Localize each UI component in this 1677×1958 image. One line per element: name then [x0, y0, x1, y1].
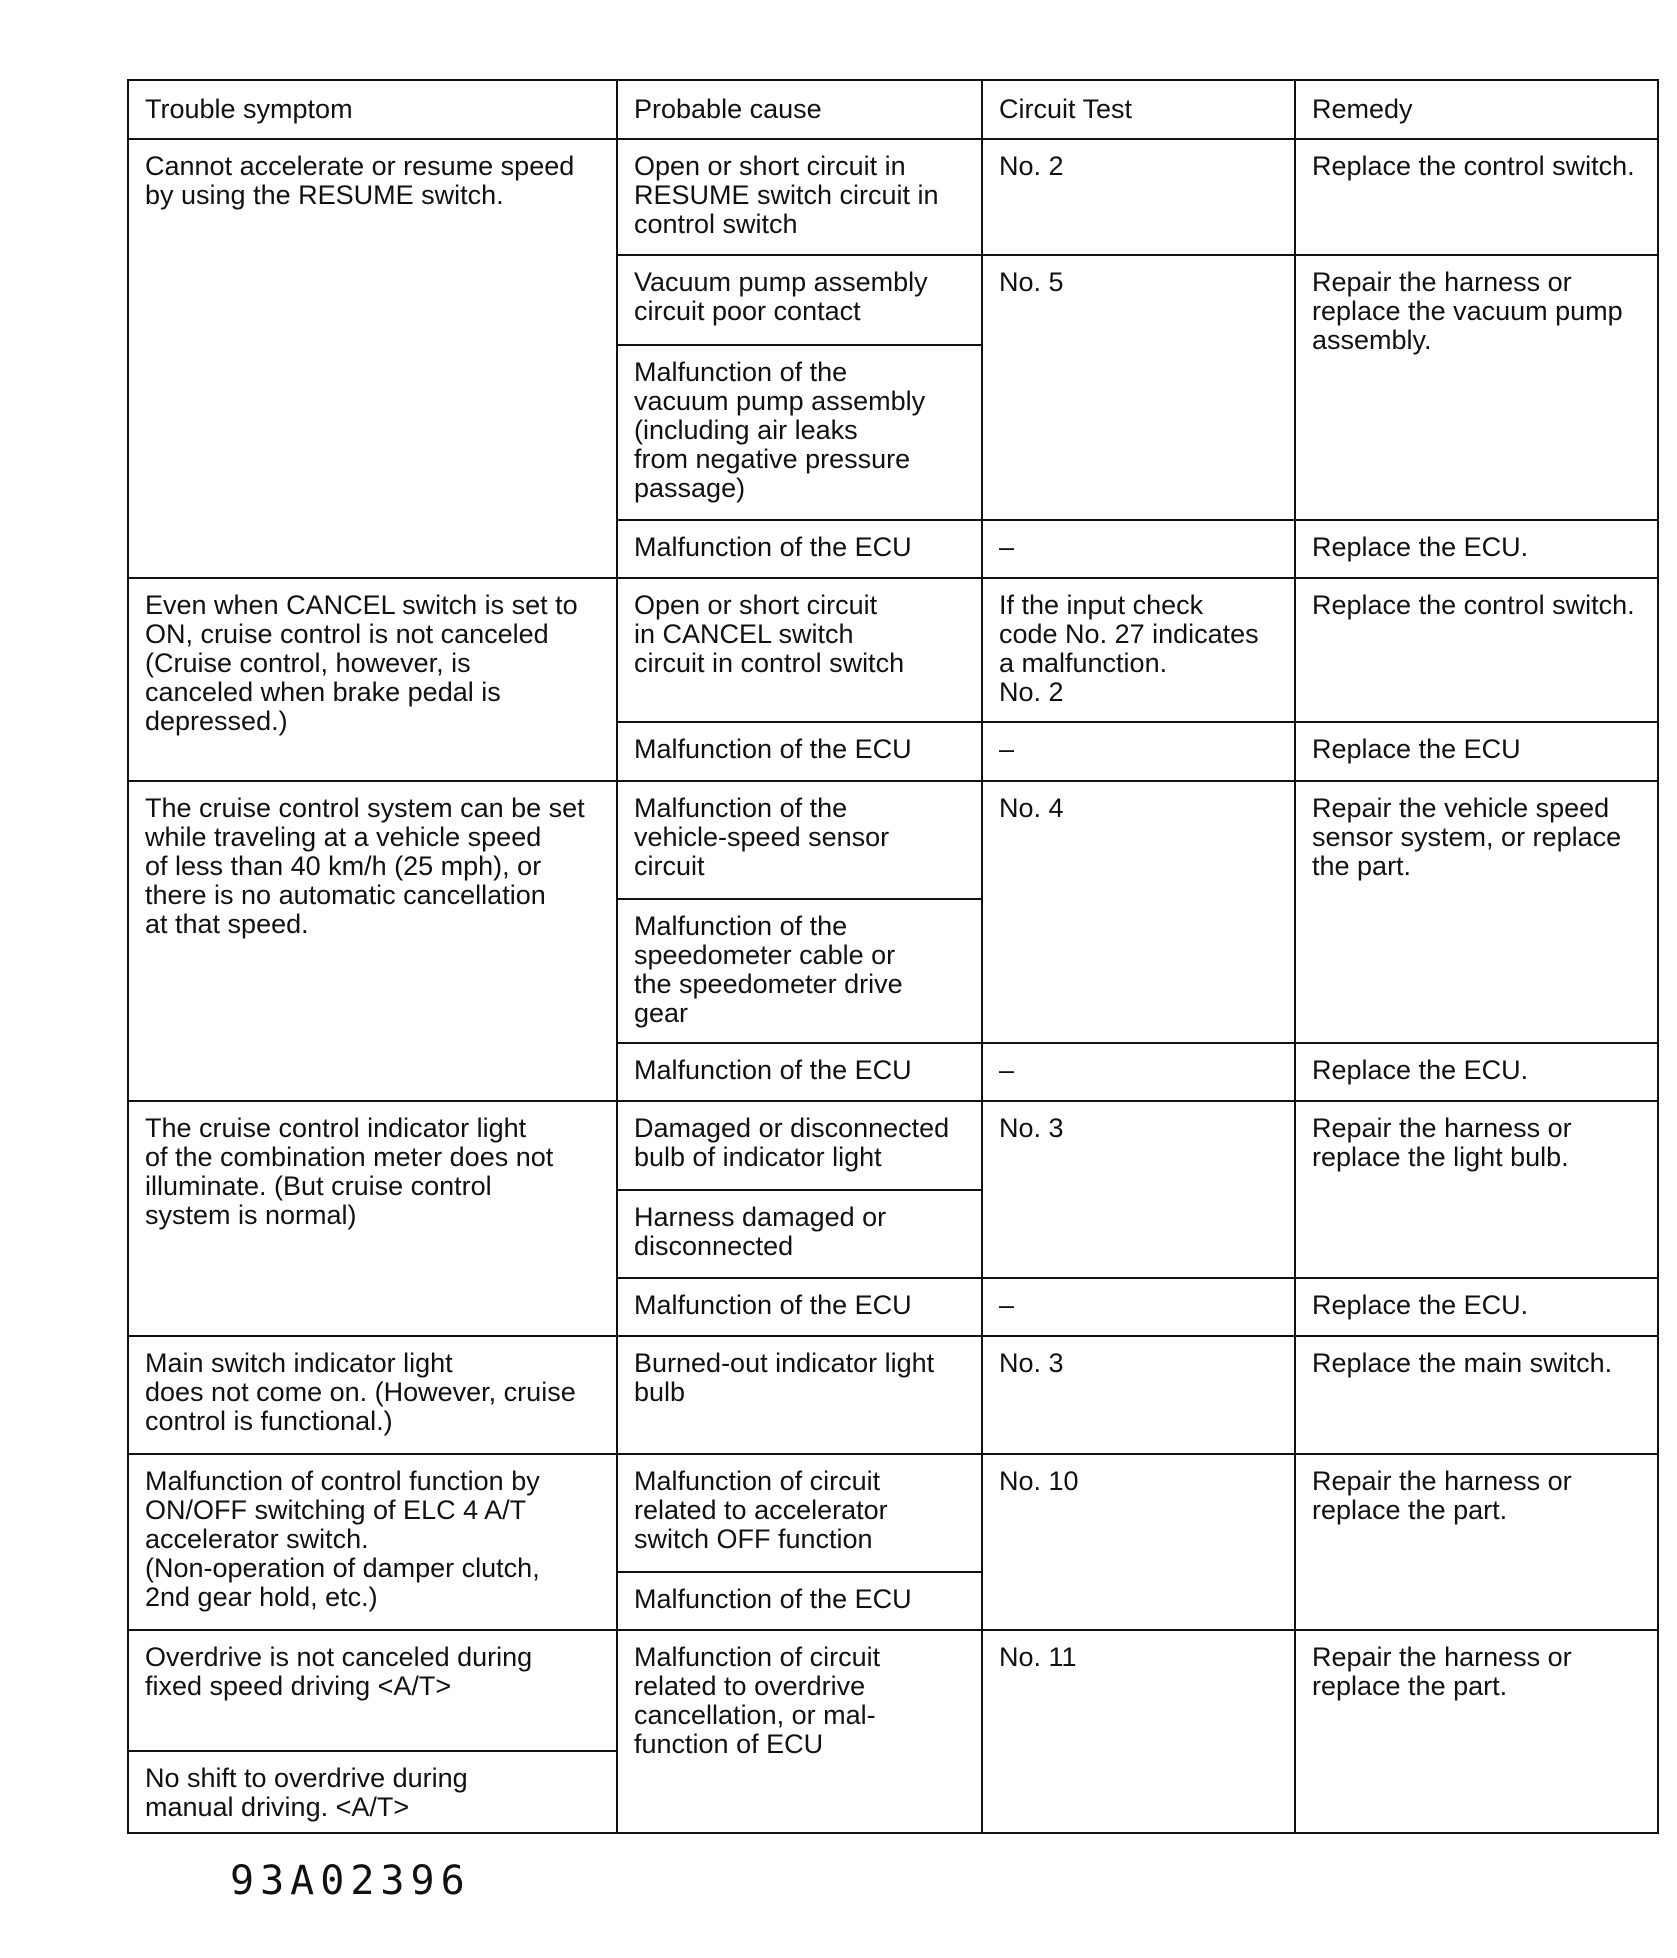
- header-circuit-test: Circuit Test: [982, 80, 1295, 139]
- remedy-cell: Repair the harness or replace the vacuum pump assembly.: [1295, 255, 1658, 520]
- circuit-test-cell: No. 3: [982, 1101, 1295, 1278]
- header-trouble-symptom: Trouble symptom: [128, 80, 617, 139]
- cause-cell: Malfunction of the ECU: [617, 1572, 982, 1630]
- cause-cell: Malfunction of circuit related to overdrive cancellation, or mal- function of ECU: [617, 1630, 982, 1833]
- remedy-cell: Replace the control switch.: [1295, 139, 1658, 255]
- cause-cell: Malfunction of the vacuum pump assembly (including air leaks from negative pressure passage): [617, 345, 982, 520]
- header-probable-cause: Probable cause: [617, 80, 982, 139]
- table-row: [128, 139, 1658, 255]
- cause-cell: Malfunction of the ECU: [617, 520, 982, 578]
- table-row: [128, 1454, 1658, 1572]
- cause-cell: Harness damaged or disconnected: [617, 1190, 982, 1278]
- symptom-cell: Main switch indicator light does not come on. (However, cruise control is functional.): [128, 1336, 617, 1454]
- header-row: [128, 80, 1658, 139]
- table-row: [128, 781, 1658, 899]
- remedy-cell: Replace the ECU.: [1295, 520, 1658, 578]
- symptom-cell: Cannot accelerate or resume speed by using the RESUME switch.: [128, 139, 617, 578]
- circuit-test-cell: –: [982, 722, 1295, 781]
- circuit-test-cell: No. 10: [982, 1454, 1295, 1630]
- circuit-test-cell: –: [982, 520, 1295, 578]
- remedy-cell: Repair the harness or replace the light bulb.: [1295, 1101, 1658, 1278]
- troubleshooting-table: [127, 79, 1659, 1834]
- figure-code: 93A02396: [230, 1858, 471, 1904]
- remedy-cell: Replace the main switch.: [1295, 1336, 1658, 1454]
- circuit-test-cell: No. 3: [982, 1336, 1295, 1454]
- remedy-cell: Replace the ECU.: [1295, 1278, 1658, 1336]
- cause-cell: Malfunction of the ECU: [617, 1043, 982, 1101]
- symptom-cell: Malfunction of control function by ON/OFF switching of ELC 4 A/T accelerator switch. (Non-operation of damper clutch, 2nd gear hold, etc.): [128, 1454, 617, 1630]
- cause-cell: Open or short circuit in RESUME switch circuit in control switch: [617, 139, 982, 255]
- symptom-cell: The cruise control system can be set while traveling at a vehicle speed of less than 40 km/h (25 mph), or there is no automatic cancellation at that speed.: [128, 781, 617, 1101]
- table-row: [128, 1101, 1658, 1190]
- remedy-cell: Replace the ECU: [1295, 722, 1658, 781]
- cause-cell: Damaged or disconnected bulb of indicator light: [617, 1101, 982, 1190]
- symptom-cell: Overdrive is not canceled during fixed speed driving <A/T>: [128, 1630, 617, 1751]
- symptom-cell: Even when CANCEL switch is set to ON, cruise control is not canceled (Cruise control, however, is canceled when brake pedal is depressed.): [128, 578, 617, 781]
- circuit-test-cell: No. 5: [982, 255, 1295, 520]
- remedy-cell: Repair the harness or replace the part.: [1295, 1454, 1658, 1630]
- symptom-cell: The cruise control indicator light of the combination meter does not illuminate. (But cruise control system is normal): [128, 1101, 617, 1336]
- cause-cell: Malfunction of the ECU: [617, 1278, 982, 1336]
- cause-cell: Malfunction of the speedometer cable or the speedometer drive gear: [617, 899, 982, 1043]
- symptom-cell: No shift to overdrive during manual driving. <A/T>: [128, 1751, 617, 1833]
- cause-cell: Open or short circuit in CANCEL switch circuit in control switch: [617, 578, 982, 722]
- cause-cell: Malfunction of the vehicle-speed sensor circuit: [617, 781, 982, 899]
- cause-cell: Malfunction of circuit related to accelerator switch OFF function: [617, 1454, 982, 1572]
- table-row: [128, 1630, 1658, 1751]
- circuit-test-cell: No. 4: [982, 781, 1295, 1043]
- remedy-cell: Repair the harness or replace the part.: [1295, 1630, 1658, 1833]
- cause-cell: Vacuum pump assembly circuit poor contact: [617, 255, 982, 345]
- circuit-test-cell: If the input check code No. 27 indicates a malfunction. No. 2: [982, 578, 1295, 722]
- circuit-test-cell: No. 2: [982, 139, 1295, 255]
- circuit-test-cell: –: [982, 1043, 1295, 1101]
- remedy-cell: Replace the ECU.: [1295, 1043, 1658, 1101]
- cause-cell: Burned-out indicator light bulb: [617, 1336, 982, 1454]
- remedy-cell: Replace the control switch.: [1295, 578, 1658, 722]
- circuit-test-cell: No. 11: [982, 1630, 1295, 1833]
- header-remedy: Remedy: [1295, 80, 1658, 139]
- circuit-test-cell: –: [982, 1278, 1295, 1336]
- cause-cell: Malfunction of the ECU: [617, 722, 982, 781]
- table-row: [128, 578, 1658, 722]
- table-row: [128, 1336, 1658, 1454]
- remedy-cell: Repair the vehicle speed sensor system, or replace the part.: [1295, 781, 1658, 1043]
